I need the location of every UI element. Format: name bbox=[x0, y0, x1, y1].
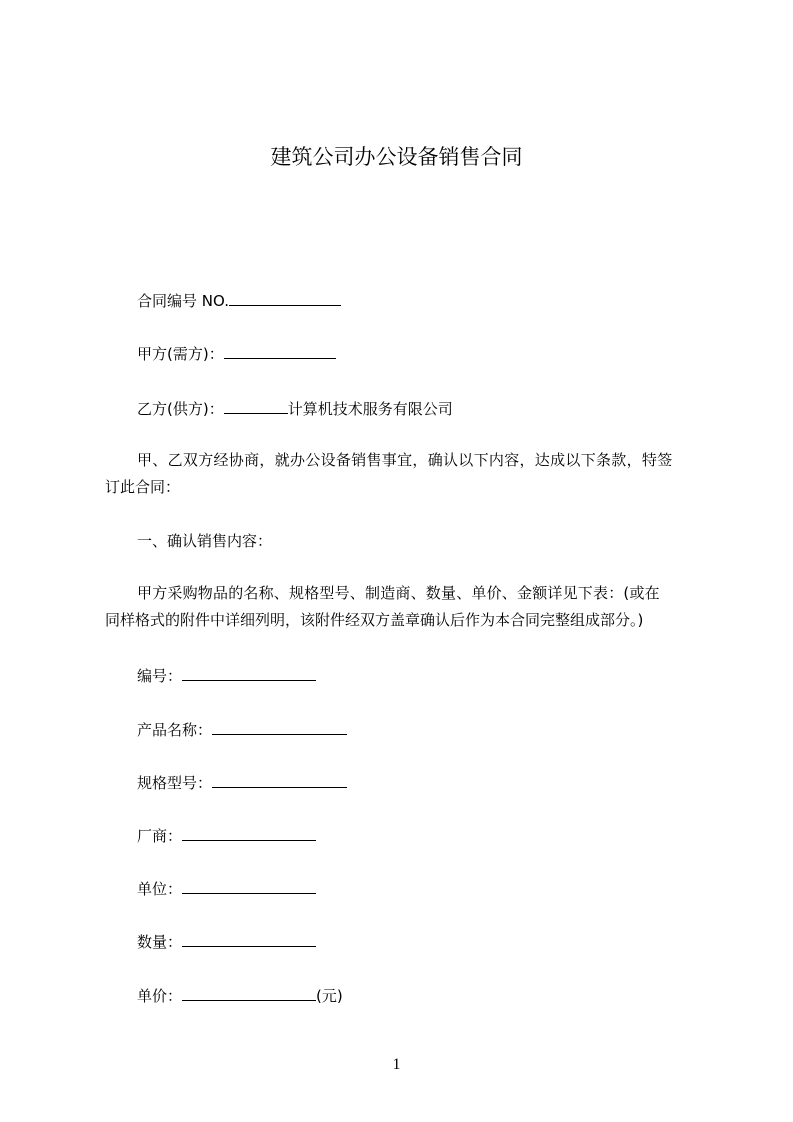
party-a-label: 甲方(需方)： bbox=[137, 345, 224, 363]
field-unit bbox=[137, 878, 316, 899]
field-model-label: 规格型号： bbox=[137, 774, 213, 792]
party-b-label: 乙方(供方)： bbox=[137, 400, 224, 418]
field-quantity-input[interactable] bbox=[182, 931, 316, 947]
contract-number-line bbox=[137, 290, 341, 311]
field-unit-input[interactable] bbox=[182, 878, 316, 894]
field-unit-price-suffix: (元) bbox=[316, 987, 343, 1005]
field-number bbox=[137, 665, 316, 686]
field-number-input[interactable] bbox=[182, 665, 316, 681]
intro-line-1: 甲、乙双方经协商，就办公设备销售事宜，确认以下内容，达成以下条款，特签 bbox=[137, 451, 673, 469]
section-1-line-2: 同样格式的附件中详细列明，该附件经双方盖章确认后作为本合同完整组成部分。) bbox=[105, 611, 644, 629]
field-product-name bbox=[137, 719, 347, 740]
section-1-heading: 一、确认销售内容： bbox=[137, 532, 273, 550]
party-b-line bbox=[137, 398, 453, 419]
field-model-input[interactable] bbox=[212, 772, 347, 788]
field-manufacturer bbox=[137, 825, 316, 846]
field-unit-price-label: 单价： bbox=[137, 987, 183, 1005]
party-a-field[interactable] bbox=[224, 343, 336, 359]
party-b-field[interactable] bbox=[224, 398, 288, 414]
party-b-suffix: 计算机技术服务有限公司 bbox=[287, 400, 453, 418]
field-product-name-label: 产品名称： bbox=[137, 721, 213, 739]
contract-number-label: 合同编号 NO. bbox=[137, 292, 229, 310]
field-model bbox=[137, 772, 347, 793]
document-title: 建筑公司办公设备销售合同 bbox=[270, 145, 523, 169]
intro-line-2: 订此合同： bbox=[105, 478, 181, 496]
field-unit-price bbox=[137, 985, 343, 1006]
field-number-label: 编号： bbox=[137, 667, 183, 685]
field-manufacturer-input[interactable] bbox=[182, 825, 316, 841]
contract-number-field[interactable] bbox=[229, 290, 341, 306]
field-unit-label: 单位： bbox=[137, 880, 183, 898]
page-number: 1 bbox=[392, 1056, 401, 1073]
field-quantity bbox=[137, 931, 316, 952]
field-unit-price-input[interactable] bbox=[182, 985, 316, 1001]
party-a-line bbox=[137, 343, 336, 364]
field-quantity-label: 数量： bbox=[137, 933, 183, 951]
field-product-name-input[interactable] bbox=[212, 719, 347, 735]
field-manufacturer-label: 厂商： bbox=[137, 827, 183, 845]
section-1-line-1: 甲方采购物品的名称、规格型号、制造商、数量、单价、金额详见下表：(或在 bbox=[137, 584, 660, 602]
